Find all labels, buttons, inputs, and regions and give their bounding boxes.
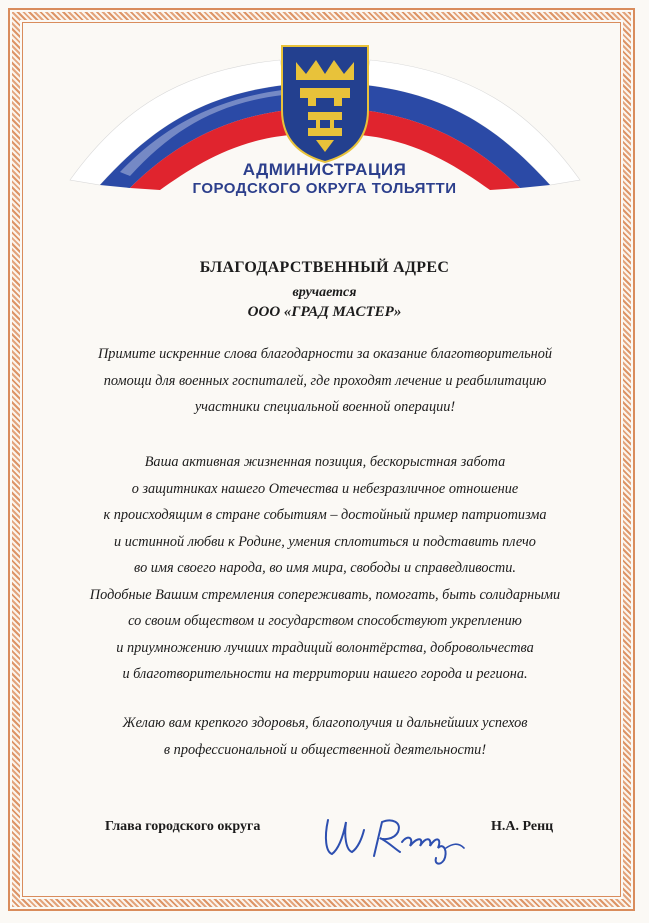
text-line: к происходящим в стране событиям – достойный пример патриотизма	[103, 507, 547, 523]
signatory-position: Глава городского округа	[105, 819, 261, 834]
text-line: во имя своего народа, во имя мира, свободы и справедливости.	[134, 560, 516, 576]
shield-icon	[282, 46, 368, 162]
text-line: Примите искренние слова благодарности за оказание благотворительной	[97, 346, 553, 362]
text-line: со своим обществом и государством способствуют укреплению	[128, 613, 522, 629]
signatory-name: Н.А. Ренц	[491, 819, 554, 834]
text-line: и благотворительности на территории нашего города и региона.	[122, 666, 528, 682]
text-line: и истинной любви к Родине, умения сплотиться и подставить плечо	[114, 533, 536, 550]
organization-name-line1: АДМИНИСТРАЦИЯ	[242, 160, 407, 179]
text-line: участники специальной военной операции!	[194, 399, 456, 415]
awarded-label: вручается	[292, 285, 357, 300]
handwritten-signature-icon	[318, 808, 468, 868]
text-line: Желаю вам крепкого здоровья, благополучия и дальнейших успехов	[122, 715, 528, 731]
text-line: о защитниках нашего Отечества и небезразличное отношение	[131, 480, 519, 497]
text-line: Ваша активная жизненная позиция, бескорыстная забота	[144, 454, 506, 470]
organization-name-line2: ГОРОДСКОГО ОКРУГА ТОЛЬЯТТИ	[192, 180, 457, 197]
paragraph-wishes	[40, 710, 610, 763]
text-line: Подобные Вашим стремления сопереживать, помогать, быть солидарными	[89, 586, 561, 603]
document-title: БЛАГОДАРСТВЕННЫЙ АДРЕС	[199, 259, 450, 276]
paragraph-main	[40, 449, 610, 688]
text-line: в профессиональной и общественной деятельности!	[163, 741, 487, 758]
paragraph-gratitude	[40, 341, 610, 421]
recipient-name: ООО «ГРАД МАСТЕР»	[247, 304, 402, 320]
text-line: и приумножению лучших традиций волонтёрства, добровольчества	[116, 639, 534, 656]
text-line: помощи для военных госпиталей, где проходят лечение и реабилитацию	[103, 372, 547, 389]
